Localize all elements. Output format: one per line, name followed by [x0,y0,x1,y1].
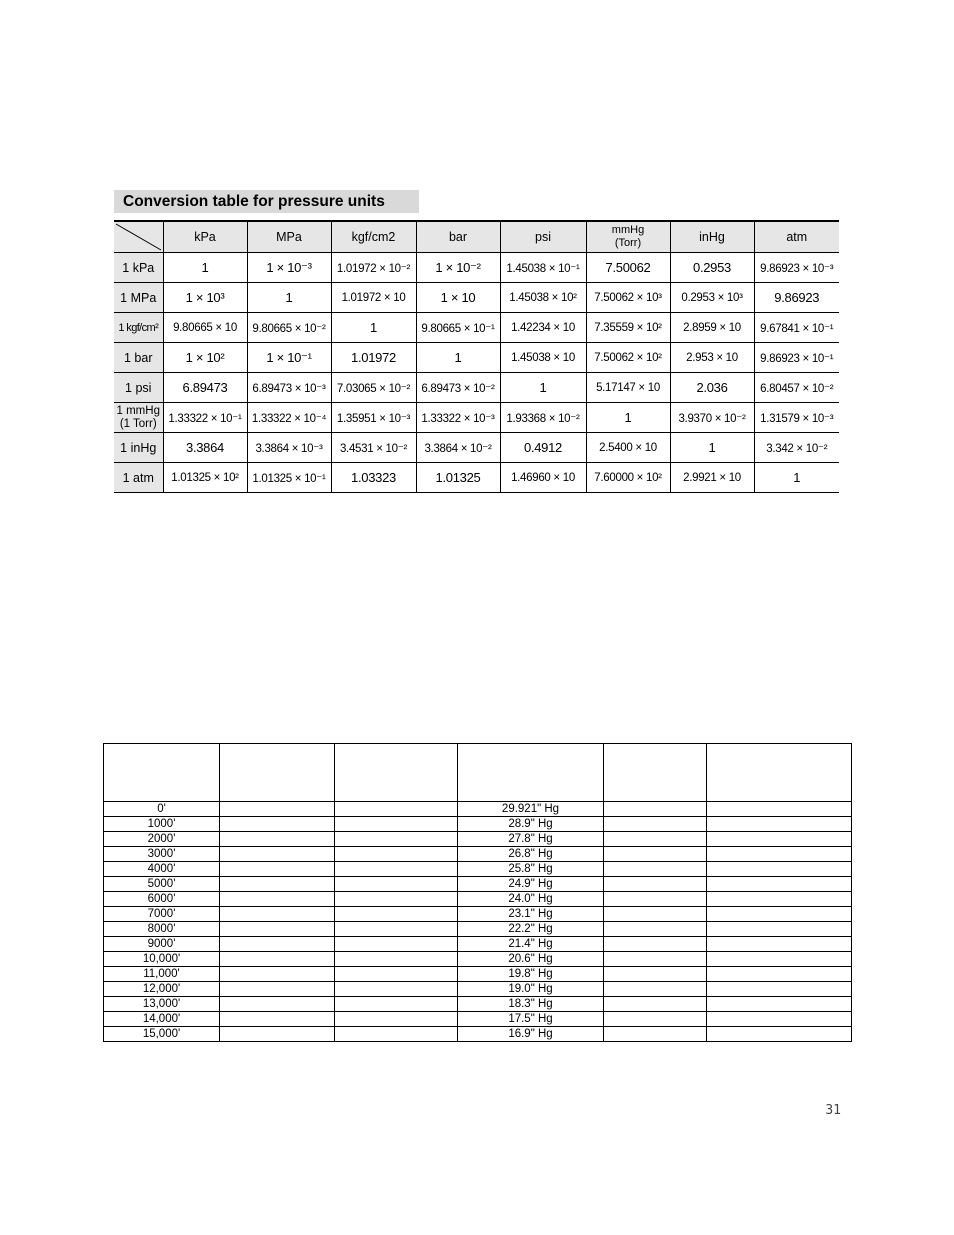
table-row [104,862,852,877]
column-header: atm [754,221,839,253]
table-row [104,847,852,862]
table-cell: 1.01325 × 10⁻¹ [247,463,331,493]
table-cell [335,982,458,997]
table-row [114,403,839,433]
table-cell [707,817,852,832]
table-cell [335,817,458,832]
table-cell: 6.89473 × 10⁻³ [247,373,331,403]
table-cell: 1.01972 [331,343,416,373]
table-cell [335,877,458,892]
table-cell: 2.5400 × 10 [586,433,670,463]
altitude-cell: 8000' [104,922,220,937]
altitude-cell: 3000' [104,847,220,862]
header-cell [335,744,458,802]
table-cell: 7.60000 × 10² [586,463,670,493]
table-cell: 1 × 10⁻¹ [247,343,331,373]
altitude-cell: 10,000' [104,952,220,967]
table-cell: 1.33322 × 10⁻¹ [163,403,247,433]
pressure-cell: 19.8" Hg [458,967,604,982]
table-cell: 1.45038 × 10² [500,283,586,313]
table-cell: 0.4912 [500,433,586,463]
table-cell [335,922,458,937]
corner-cell [114,221,163,253]
pressure-cell: 29.921" Hg [458,802,604,817]
table-cell: 9.80665 × 10⁻² [247,313,331,343]
table-cell [707,877,852,892]
table-cell: 9.86923 × 10⁻³ [754,253,839,283]
table-cell: 3.3864 [163,433,247,463]
header-cell [604,744,707,802]
header-cell [707,744,852,802]
altitude-cell: 4000' [104,862,220,877]
table-cell: 3.3864 × 10⁻² [416,433,500,463]
table-row [104,892,852,907]
table-cell: 1.35951 × 10⁻³ [331,403,416,433]
table-cell [707,952,852,967]
table-cell: 1 [754,463,839,493]
row-label: 1 MPa [114,283,163,313]
table-title: Conversion table for pressure units [114,190,419,213]
table-cell [220,892,335,907]
row-label: 1 atm [114,463,163,493]
column-header: kgf/cm2 [331,221,416,253]
table-cell [335,832,458,847]
table-cell [604,877,707,892]
table-row [104,1012,852,1027]
table-cell: 2.953 × 10 [670,343,754,373]
altitude-pressure-table [103,743,852,1042]
table-row [114,343,839,373]
header-row [104,744,852,802]
table-cell: 0.2953 × 10³ [670,283,754,313]
table-cell [707,1012,852,1027]
table-cell [707,967,852,982]
pressure-cell: 27.8" Hg [458,832,604,847]
table-cell [335,847,458,862]
row-label: 1 kgf/cm² [114,313,163,343]
header-cell [220,744,335,802]
table-row [114,463,839,493]
column-header: psi [500,221,586,253]
table-cell [604,982,707,997]
table-cell [220,997,335,1012]
pressure-cell: 25.8" Hg [458,862,604,877]
table-cell [335,1027,458,1042]
row-label: 1 bar [114,343,163,373]
table-cell [707,1027,852,1042]
table-cell [707,922,852,937]
header-cell [104,744,220,802]
table-cell [220,1027,335,1042]
table-cell: 3.9370 × 10⁻² [670,403,754,433]
table-cell: 7.50062 × 10² [586,343,670,373]
column-header: inHg [670,221,754,253]
table-row [104,937,852,952]
table-cell [335,997,458,1012]
table-row [114,433,839,463]
table-cell: 7.35559 × 10² [586,313,670,343]
table-cell: 1 × 10⁻² [416,253,500,283]
altitude-cell: 14,000' [104,1012,220,1027]
table-row [104,1027,852,1042]
table-cell: 7.50062 [586,253,670,283]
table-row [104,922,852,937]
altitude-cell: 1000' [104,817,220,832]
table-cell [707,892,852,907]
table-cell [707,982,852,997]
pressure-conversion-table [114,220,839,493]
table-cell [707,862,852,877]
table-cell: 1.33322 × 10⁻⁴ [247,403,331,433]
table-cell: 2.9921 × 10 [670,463,754,493]
table-cell: 2.036 [670,373,754,403]
pressure-cell: 19.0" Hg [458,982,604,997]
row-label: 1 kPa [114,253,163,283]
altitude-cell: 15,000' [104,1027,220,1042]
table-cell [707,847,852,862]
table-cell [604,907,707,922]
table-cell [707,937,852,952]
table-cell: 1.01325 [416,463,500,493]
altitude-cell: 2000' [104,832,220,847]
table-row [104,997,852,1012]
row-label: 1 mmHg (1 Torr) [114,403,163,433]
table-row [104,877,852,892]
pressure-cell: 24.9" Hg [458,877,604,892]
table-cell [707,802,852,817]
altitude-cell: 11,000' [104,967,220,982]
table-row [114,283,839,313]
altitude-cell: 13,000' [104,997,220,1012]
table-cell: 1.45038 × 10 [500,343,586,373]
table-cell: 1 × 10 [416,283,500,313]
table-row [114,313,839,343]
table-cell [604,832,707,847]
pressure-cell: 20.6" Hg [458,952,604,967]
table-cell [220,877,335,892]
pressure-cell: 28.9" Hg [458,817,604,832]
row-label: 1 psi [114,373,163,403]
table-row [104,817,852,832]
altitude-cell: 9000' [104,937,220,952]
altitude-cell: 12,000' [104,982,220,997]
altitude-cell: 6000' [104,892,220,907]
table-cell: 1.31579 × 10⁻³ [754,403,839,433]
table-cell: 9.67841 × 10⁻¹ [754,313,839,343]
table-cell: 6.89473 × 10⁻² [416,373,500,403]
pressure-cell: 17.5" Hg [458,1012,604,1027]
table-cell: 2.8959 × 10 [670,313,754,343]
table-cell [220,937,335,952]
table-cell [604,862,707,877]
table-cell [707,907,852,922]
table-cell: 3.342 × 10⁻² [754,433,839,463]
row-label: 1 inHg [114,433,163,463]
table-row [104,832,852,847]
table-cell [220,952,335,967]
table-row [114,373,839,403]
table-cell: 1.03323 [331,463,416,493]
table-cell: 6.89473 [163,373,247,403]
table-cell: 1 [670,433,754,463]
table-cell [707,997,852,1012]
table-cell [604,952,707,967]
table-cell [220,802,335,817]
table-cell [220,982,335,997]
pressure-cell: 23.1" Hg [458,907,604,922]
table-cell [707,832,852,847]
table-cell: 9.86923 [754,283,839,313]
table-cell [604,847,707,862]
table-cell [220,847,335,862]
table-cell: 1.45038 × 10⁻¹ [500,253,586,283]
table-cell [335,967,458,982]
table-cell [604,937,707,952]
table-cell [220,817,335,832]
table-cell: 9.80665 × 10 [163,313,247,343]
table-cell: 1 × 10² [163,343,247,373]
table-cell [220,907,335,922]
table-cell: 0.2953 [670,253,754,283]
pressure-cell: 26.8" Hg [458,847,604,862]
table-cell [220,862,335,877]
table-cell [335,862,458,877]
pressure-cell: 21.4" Hg [458,937,604,952]
table-cell: 7.50062 × 10³ [586,283,670,313]
table-row [114,253,839,283]
pressure-cell: 16.9" Hg [458,1027,604,1042]
table-cell: 9.80665 × 10⁻¹ [416,313,500,343]
table-cell [604,922,707,937]
table-cell: 7.03065 × 10⁻² [331,373,416,403]
table-cell: 1 [586,403,670,433]
altitude-cell: 0' [104,802,220,817]
table-cell: 1 [500,373,586,403]
table-cell [604,802,707,817]
pressure-cell: 24.0" Hg [458,892,604,907]
table-cell [604,1027,707,1042]
table-cell: 6.80457 × 10⁻² [754,373,839,403]
table-cell: 1.93368 × 10⁻² [500,403,586,433]
table-cell [604,967,707,982]
table-cell: 1 × 10³ [163,283,247,313]
table-cell: 5.17147 × 10 [586,373,670,403]
table-cell: 1.46960 × 10 [500,463,586,493]
column-header: kPa [163,221,247,253]
header-cell [458,744,604,802]
table-cell: 1 [416,343,500,373]
pressure-cell: 18.3" Hg [458,997,604,1012]
table-cell: 1.42234 × 10 [500,313,586,343]
header-row [114,221,839,253]
table-cell: 1 [331,313,416,343]
table-cell [220,967,335,982]
table-row [104,967,852,982]
table-cell: 1.01325 × 10² [163,463,247,493]
table-row [104,907,852,922]
table-cell: 9.86923 × 10⁻¹ [754,343,839,373]
table-cell: 1 [163,253,247,283]
table-row [104,982,852,997]
table-cell: 1 × 10⁻³ [247,253,331,283]
altitude-cell: 5000' [104,877,220,892]
table-cell: 1.01972 × 10 [331,283,416,313]
diagonal-line-icon [114,222,163,252]
table-cell [220,922,335,937]
table-cell [335,952,458,967]
altitude-cell: 7000' [104,907,220,922]
column-header: mmHg (Torr) [586,221,670,253]
table-cell: 3.4531 × 10⁻² [331,433,416,463]
table-cell [604,997,707,1012]
table-cell: 1.01972 × 10⁻² [331,253,416,283]
table-row [104,802,852,817]
table-cell [220,1012,335,1027]
table-cell: 1 [247,283,331,313]
table-cell [335,802,458,817]
table-cell [335,892,458,907]
page-number: 31 [825,1103,841,1118]
table-cell [220,832,335,847]
column-header: bar [416,221,500,253]
table-cell [604,1012,707,1027]
column-header: MPa [247,221,331,253]
table-cell [604,817,707,832]
table-cell [335,907,458,922]
table-cell [335,937,458,952]
table-row [104,952,852,967]
table-cell [604,892,707,907]
pressure-cell: 22.2" Hg [458,922,604,937]
table-cell: 3.3864 × 10⁻³ [247,433,331,463]
table-cell [335,1012,458,1027]
table-cell: 1.33322 × 10⁻³ [416,403,500,433]
